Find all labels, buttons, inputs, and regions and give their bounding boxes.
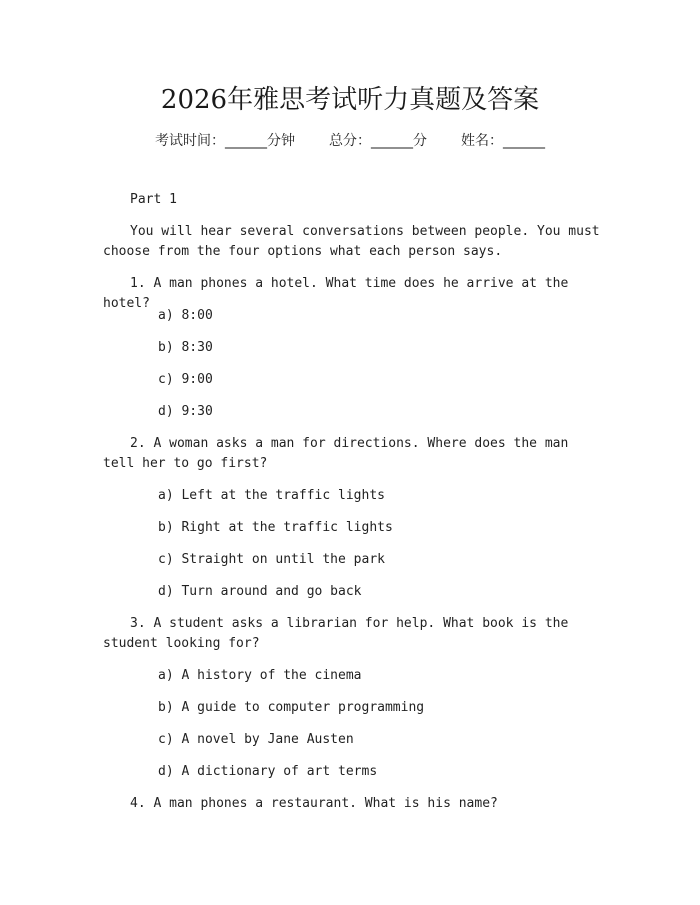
total-score-field: [329, 130, 427, 152]
question-1: 1. A man phones a hotel. What time does he arrive at the hotel?: [103, 276, 569, 311]
q3-option-c: c) A novel by Jane Austen: [158, 732, 354, 747]
question-3: 3. A student asks a librarian for help. What book is the student looking for?: [103, 616, 569, 651]
q3-option-a: a) A history of the cinema: [158, 668, 362, 683]
q2-option-d: d) Turn around and go back: [158, 584, 362, 599]
exam-time-field: [155, 130, 295, 152]
total-score-blank: ______: [371, 133, 413, 149]
question-2: 2. A woman asks a man for directions. Where does the man tell her to go first?: [103, 436, 569, 471]
exam-time-label: 考试时间：: [155, 133, 225, 149]
name-field: [461, 130, 545, 152]
name-label: 姓名：: [461, 133, 503, 149]
q2-option-b: b) Right at the traffic lights: [158, 520, 393, 535]
exam-time-blank: ______: [225, 133, 267, 149]
exam-info: [0, 130, 700, 152]
instructions: You will hear several conversations between people. You must choose from the four options what each person says.: [103, 224, 600, 259]
q3-option-b: b) A guide to computer programming: [158, 700, 425, 715]
q2-option-c: c) Straight on until the park: [158, 552, 385, 567]
q2-option-a: a) Left at the traffic lights: [158, 488, 385, 503]
total-score-label: 总分：: [329, 133, 371, 149]
name-blank: ______: [503, 133, 545, 149]
q1-option-d: d) 9:30: [158, 404, 213, 419]
exam-time-unit: 分钟: [267, 133, 295, 149]
total-score-unit: 分: [413, 133, 427, 149]
q1-option-a: a) 8:00: [158, 308, 213, 323]
question-4: 4. A man phones a restaurant. What is his name?: [130, 796, 498, 811]
q1-option-b: b) 8:30: [158, 340, 213, 355]
q1-option-c: c) 9:00: [158, 372, 213, 387]
q3-option-d: d) A dictionary of art terms: [158, 764, 378, 779]
section-heading: Part 1: [130, 192, 177, 207]
page-title: 2026年雅思考试听力真题及答案: [160, 85, 540, 115]
